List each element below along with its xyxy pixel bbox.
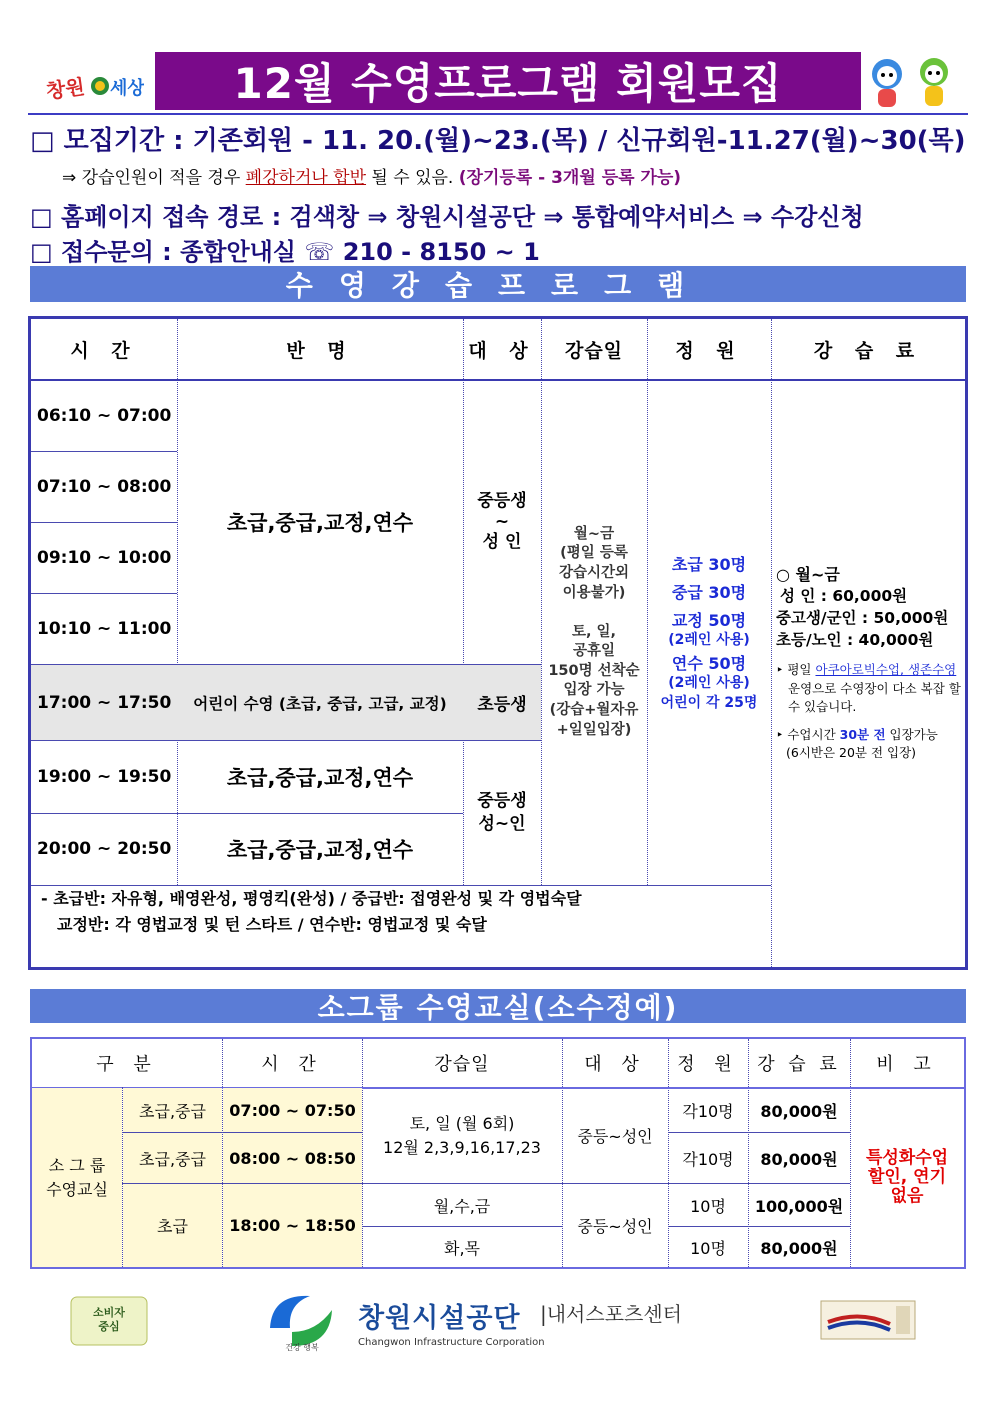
header-fee: 강 습 료 xyxy=(757,1054,841,1075)
class-name: 초급,중급,교정,연수 xyxy=(226,511,414,535)
header-capacity: 정 원 xyxy=(675,339,743,362)
notice-line: ⇒ 강습인원이 적을 경우 폐강하거나 합반 될 수 있음. (장기등록 - 3개월 등록 가능) xyxy=(62,168,682,188)
remark: 특성화수업 할인, 연기 없음 xyxy=(865,1148,949,1206)
header-time: 시 간 xyxy=(261,1054,323,1075)
lesson-days: 토, 일 (월 6회) 12월 2,3,9,16,17,23 xyxy=(383,1113,541,1157)
capacity-item: 어린이 각 25명 xyxy=(660,694,758,711)
svg-text:창원: 창원 xyxy=(44,74,87,104)
section-title-small-group: 소그룹 수영교실(소수정예) xyxy=(30,989,966,1023)
capacity: 각10명 xyxy=(682,1149,734,1169)
time-slot: 08:00 ~ 08:50 xyxy=(223,1133,362,1183)
lesson-days: 화,목 xyxy=(444,1238,480,1258)
fee: 80,000원 xyxy=(760,1101,838,1121)
consumer-badge-icon xyxy=(70,1296,148,1346)
group-label: 소 그 룹 수영교실 xyxy=(32,1088,122,1267)
target-kids: 초등생 xyxy=(463,665,541,740)
header-days: 강습일 xyxy=(434,1054,490,1075)
corp-logo-icon xyxy=(262,1288,342,1354)
target: 중등~성인 xyxy=(577,1127,653,1146)
certificate-icon xyxy=(820,1300,916,1340)
time-slot: 18:00 ~ 18:50 xyxy=(223,1184,362,1267)
time-slot: 07:10 ~ 08:00 xyxy=(37,476,172,497)
svg-text:세상: 세상 xyxy=(110,78,144,99)
class-description: - 초급반: 자유형, 배영완성, 평영킥(완성) / 중급반: 접영완성 및 각 영법숙달 교정반: 각 영법교정 및 턴 스타트 / 연수반: 영법교정 및 숙달 xyxy=(41,889,582,935)
capacity-item: 초급 30명 xyxy=(671,554,747,574)
fee: 80,000원 xyxy=(760,1238,838,1258)
header-fee: 강 습 료 xyxy=(813,339,923,362)
level: 초급,중급 xyxy=(123,1133,222,1183)
capacity-item: (2레인 사용) xyxy=(668,631,750,648)
city-logo xyxy=(44,58,144,118)
class-name-kids: 어린이 수영 (초급, 중급, 고급, 교정) xyxy=(177,665,463,740)
capacity-item: 중급 30명 xyxy=(671,582,747,602)
time-slot: 20:00 ~ 20:50 xyxy=(37,839,172,859)
section-title-swim-program: 수영강습프로그램 xyxy=(30,266,966,302)
capacity-item: 연수 50명 xyxy=(671,654,747,674)
lesson-days: 월,수,금 xyxy=(433,1196,491,1216)
mascot-icon xyxy=(862,52,962,112)
target-adult: 중등생 ~ 성 인 xyxy=(477,491,527,553)
fee: 80,000원 xyxy=(760,1149,838,1169)
level: 초급,중급 xyxy=(123,1088,222,1132)
capacity-item: (2레인 사용) xyxy=(668,675,750,692)
target-adult: 중등생 성~인 xyxy=(477,791,527,834)
header-days: 강습일 xyxy=(564,339,624,362)
corp-center: |내서스포츠센터 xyxy=(540,1302,682,1326)
corp-name: 창원시설공단 xyxy=(358,1303,521,1334)
title-divider xyxy=(28,113,968,115)
header-time: 시 간 xyxy=(70,339,138,362)
time-slot: 10:10 ~ 11:00 xyxy=(37,618,172,639)
capacity: 각10명 xyxy=(682,1101,734,1121)
capacity-item: 교정 50명 xyxy=(671,610,747,630)
time-slot: 06:10 ~ 07:00 xyxy=(37,405,172,426)
recruit-period: □ 모집기간 : 기존회원 - 11. 20.(월)~23.(목) / 신규회원-11.27(월)~30(목) xyxy=(30,126,966,156)
homepage-path: □ 홈페이지 접속 경로 : 검색창 ⇒ 창원시설공단 ⇒ 통합예약서비스 ⇒ 수강신청 xyxy=(30,203,864,231)
time-slot: 09:10 ~ 10:00 xyxy=(37,547,172,568)
lesson-days: 월~금 (평일 등록 강습시간외 이용불가) 토, 일, 공휴일 150명 선착순 입장 가능 (강습+월자유 +일일입장) xyxy=(548,525,640,738)
header-group: 구 분 xyxy=(96,1054,158,1075)
capacity: 10명 xyxy=(690,1196,726,1216)
header-capacity: 정 원 xyxy=(677,1054,739,1075)
small-group-table xyxy=(30,1037,966,1269)
target: 중등~성인 xyxy=(577,1217,653,1236)
capacity-list xyxy=(647,380,771,885)
swim-program-table xyxy=(28,316,968,970)
svg-text:중심: 중심 xyxy=(98,1320,120,1333)
page-title: 12월 수영프로그램 회원모집 xyxy=(155,52,861,110)
header-target: 대 상 xyxy=(468,339,536,362)
fee: 100,000원 xyxy=(754,1196,844,1216)
header-target: 대 상 xyxy=(584,1054,646,1075)
level: 초급 xyxy=(123,1184,222,1267)
time-slot: 19:00 ~ 19:50 xyxy=(37,766,172,787)
header-class: 반 명 xyxy=(286,339,354,362)
contact-info: □ 접수문의 : 종합안내실 ☏ 210 - 8150 ~ 1 xyxy=(30,238,540,266)
svg-text:건강 행복: 건강 행복 xyxy=(285,1343,319,1352)
class-name: 초급,중급,교정,연수 xyxy=(226,838,414,862)
time-slot: 17:00 ~ 17:50 xyxy=(31,665,177,740)
capacity: 10명 xyxy=(690,1238,726,1258)
svg-text:소비자: 소비자 xyxy=(93,1306,125,1319)
time-slot: 07:00 ~ 07:50 xyxy=(223,1088,362,1132)
corp-name-en: Changwon Infrastructure Corporation xyxy=(358,1337,545,1348)
header-remark: 비 고 xyxy=(876,1054,938,1075)
class-name: 초급,중급,교정,연수 xyxy=(226,765,414,790)
fee-info: ○ 월~금 성 인 : 60,000원 중고생/군인 : 50,000원 초등/노인 : 40,000원 ‣ 평일 아쿠아로빅수업, 생존수영 운영으로 수영장이 다소 복잡 할 수 있습니다. ‣ 수업시간 30분 전 입장가능 (6시반은 20분 전 입장) xyxy=(776,565,961,760)
